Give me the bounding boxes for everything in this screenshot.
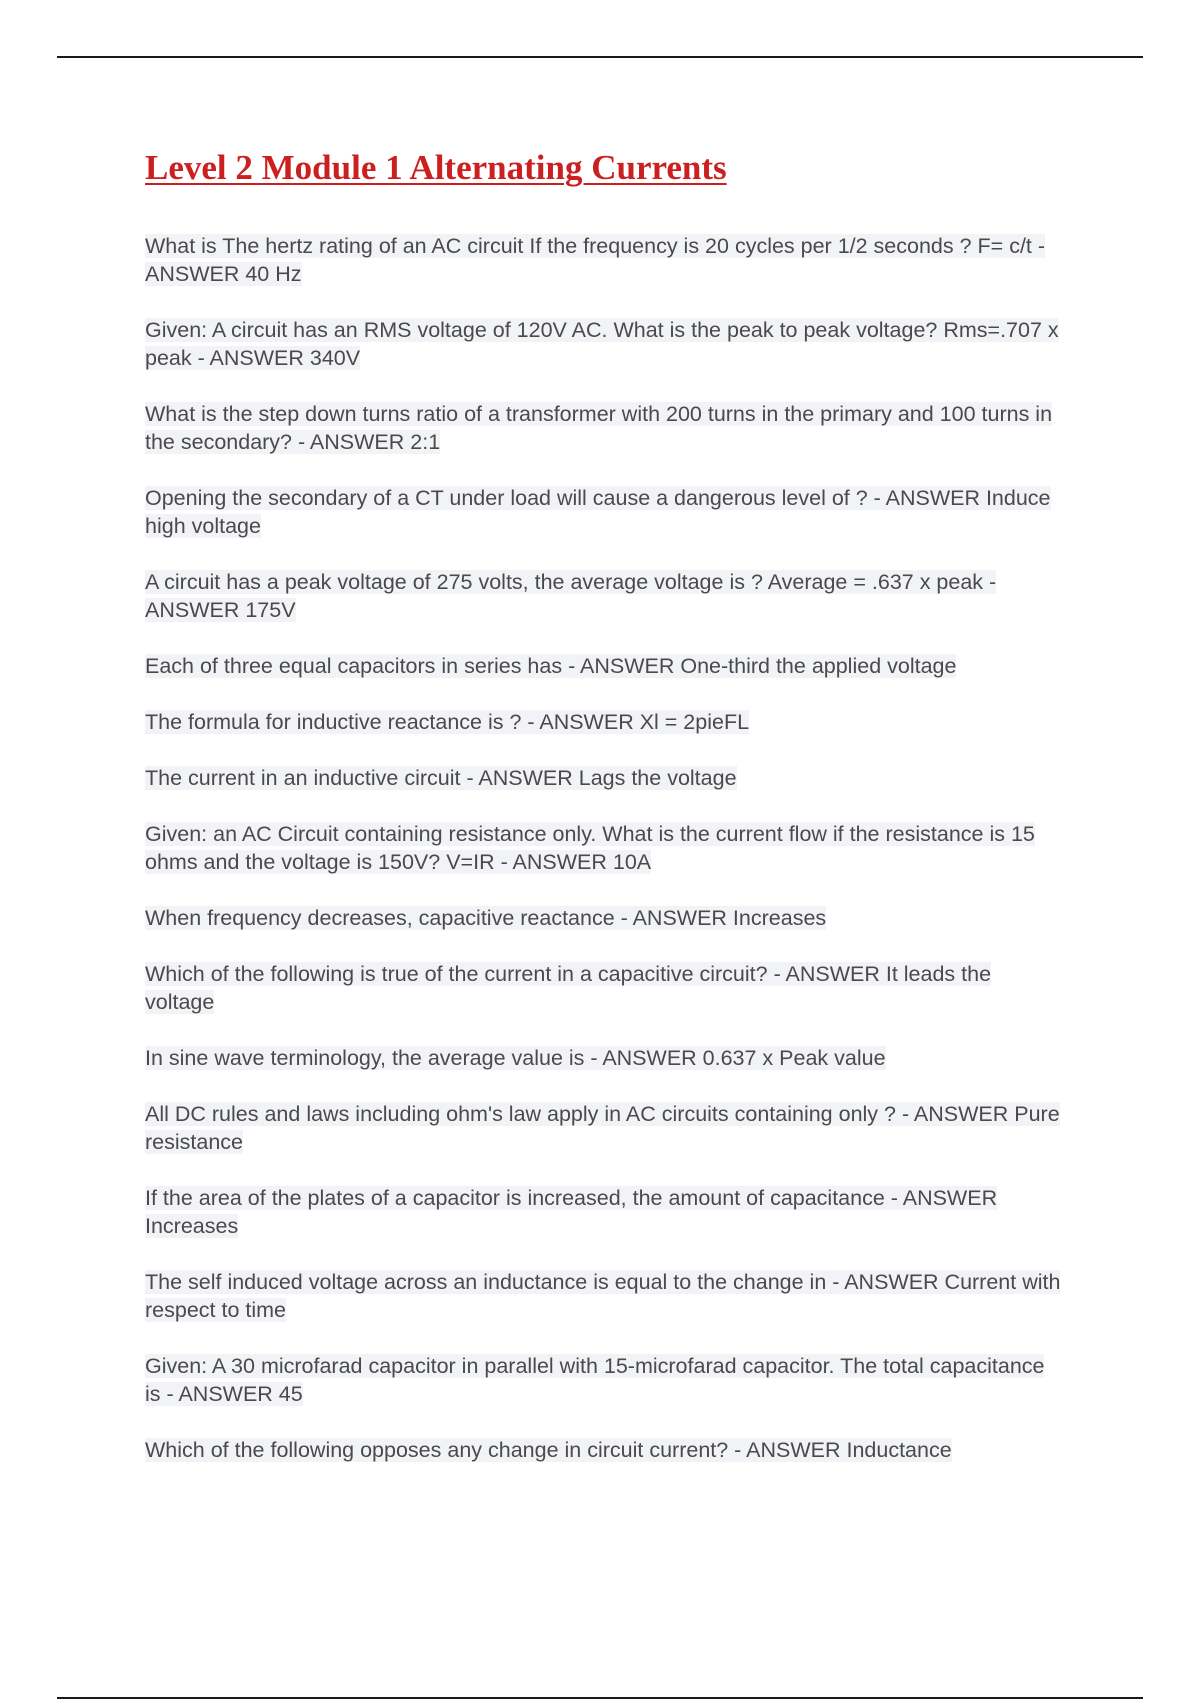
qa-item: [145, 1268, 1065, 1324]
qa-item-text: Each of three equal capacitors in series has - ANSWER One-third the applied voltage: [145, 654, 957, 678]
qa-item: [145, 960, 1065, 1016]
qa-item: [145, 400, 1065, 456]
qa-item-text: When frequency decreases, capacitive reactance - ANSWER Increases: [145, 906, 827, 930]
qa-item: [145, 764, 1065, 792]
qa-item-text: The formula for inductive reactance is ? - ANSWER Xl = 2pieFL: [145, 710, 750, 734]
document-body: [145, 146, 1065, 1492]
bottom-rule: [57, 1697, 1143, 1699]
qa-item-text: Given: an AC Circuit containing resistance only. What is the current flow if the resistance is 15 ohms and the voltage is 150V? V=IR - ANSWER 10A: [145, 822, 1035, 874]
qa-item: [145, 568, 1065, 624]
qa-item: [145, 1044, 1065, 1072]
qa-item-text: A circuit has a peak voltage of 275 volts, the average voltage is ? Average = .637 x peak - ANSWER 175V: [145, 570, 997, 622]
qa-item-text: Given: A circuit has an RMS voltage of 120V AC. What is the peak to peak voltage? Rms=.707 x peak - ANSWER 340V: [145, 318, 1059, 370]
qa-item: [145, 232, 1065, 288]
qa-item-text: The self induced voltage across an inductance is equal to the change in - ANSWER Current with respect to time: [145, 1270, 1061, 1322]
qa-item-text: The current in an inductive circuit - ANSWER Lags the voltage: [145, 766, 737, 790]
qa-item-text: If the area of the plates of a capacitor is increased, the amount of capacitance - ANSWER Increases: [145, 1186, 998, 1238]
qa-item-text: Given: A 30 microfarad capacitor in parallel with 15-microfarad capacitor. The total capacitance is - ANSWER 45: [145, 1354, 1045, 1406]
top-rule: [57, 56, 1143, 58]
qa-item-text: What is The hertz rating of an AC circuit If the frequency is 20 cycles per 1/2 seconds ? F= c/t - ANSWER 40 Hz: [145, 234, 1046, 286]
qa-item: [145, 1100, 1065, 1156]
qa-item: [145, 1436, 1065, 1464]
qa-item-text: What is the step down turns ratio of a transformer with 200 turns in the primary and 100 turns in the secondary? - ANSWER 2:1: [145, 402, 1053, 454]
qa-item-text: Which of the following is true of the current in a capacitive circuit? - ANSWER It leads the voltage: [145, 962, 992, 1014]
qa-item: [145, 708, 1065, 736]
qa-item-text: In sine wave terminology, the average value is - ANSWER 0.637 x Peak value: [145, 1046, 886, 1070]
qa-item: [145, 904, 1065, 932]
qa-item: [145, 820, 1065, 876]
qa-item-text: All DC rules and laws including ohm's law apply in AC circuits containing only ? - ANSWER Pure resistance: [145, 1102, 1060, 1154]
qa-item-text: Opening the secondary of a CT under load will cause a dangerous level of ? - ANSWER Induce high voltage: [145, 486, 1051, 538]
qa-item: [145, 316, 1065, 372]
qa-item: [145, 484, 1065, 540]
document-title: Level 2 Module 1 Alternating Currents: [145, 148, 727, 187]
qa-item: [145, 1184, 1065, 1240]
qa-item: [145, 652, 1065, 680]
qa-item: [145, 1352, 1065, 1408]
qa-item-text: Which of the following opposes any change in circuit current? - ANSWER Inductance: [145, 1438, 952, 1462]
